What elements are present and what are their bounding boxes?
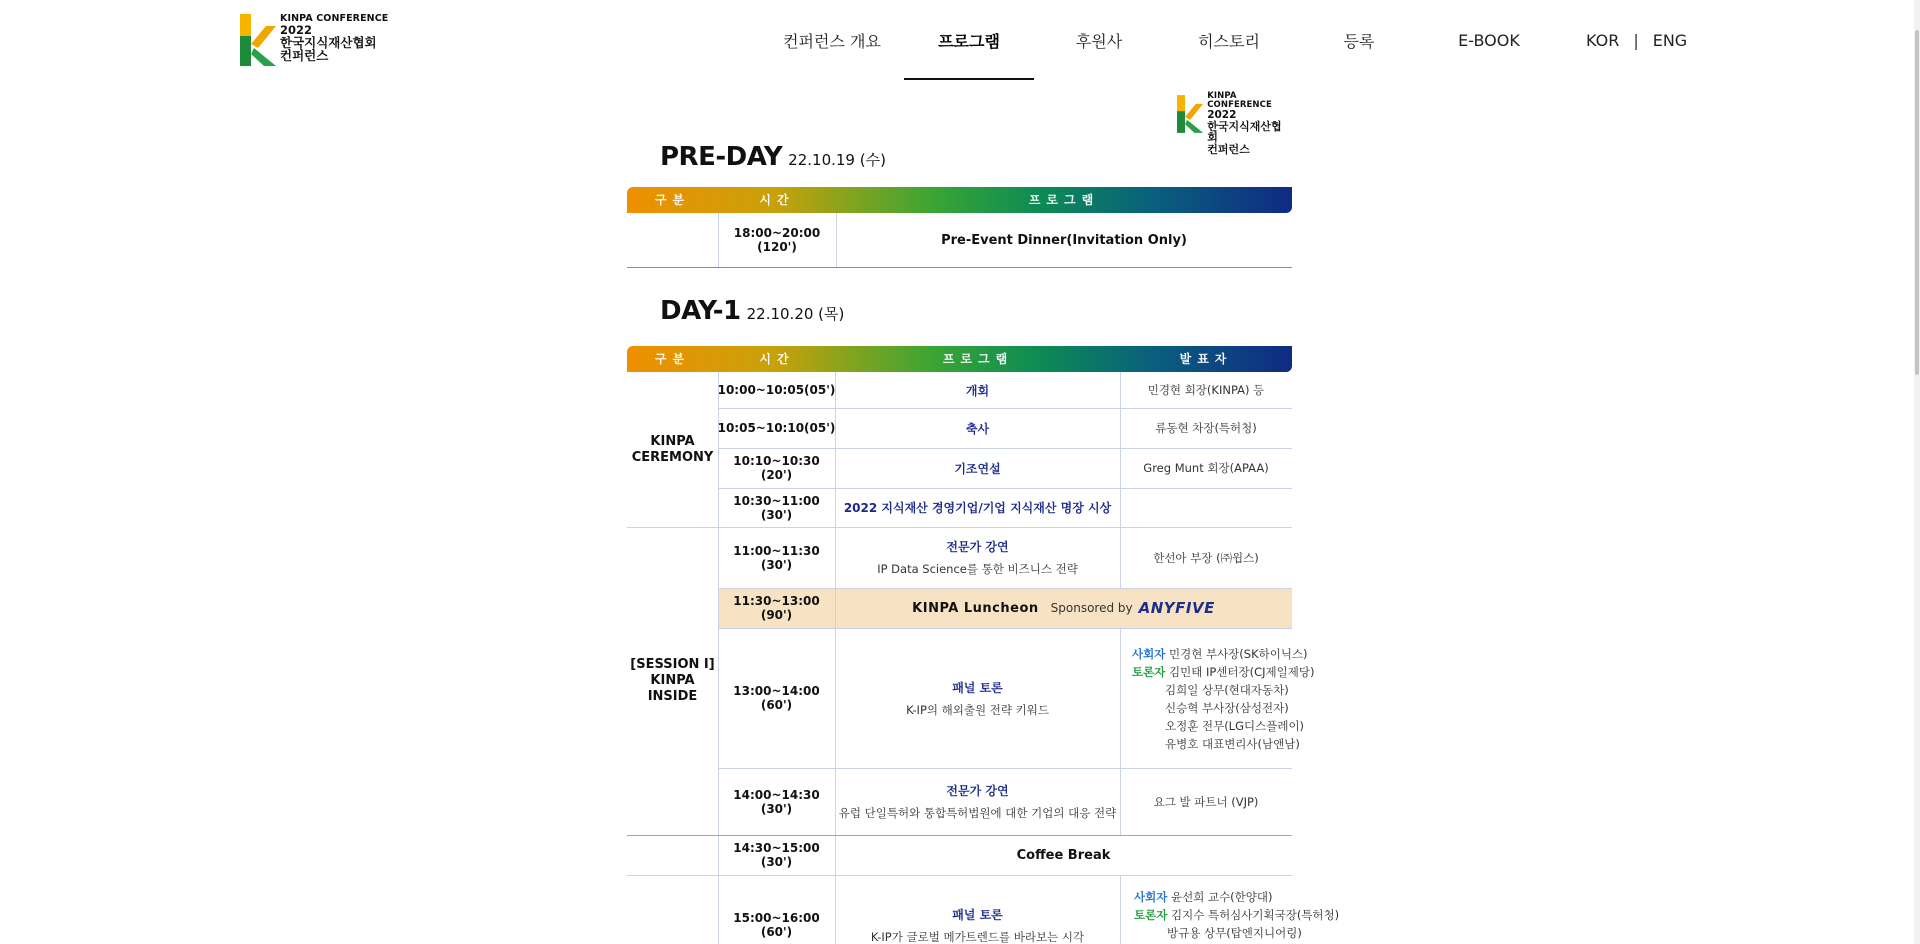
row-program: 2022 지식재산 경영기업/기업 지식재산 명장 시상 (843, 501, 1112, 515)
program-subtitle: 유럽 단일특허와 통합특허법원에 대한 기업의 대응 전략 (838, 806, 1117, 820)
lang-kor[interactable]: KOR (1586, 30, 1620, 50)
panel-entry (1132, 645, 1314, 663)
main-nav (760, 0, 1554, 80)
sponsor-logo: ANYFIVE (1138, 599, 1215, 617)
group-kinpa-ceremony: KINPA CEREMONY (631, 433, 714, 465)
day1-title: DAY-1 (660, 296, 741, 326)
program-title: 전문가 강연 (946, 784, 1009, 798)
panelist-name: 김희일 상무(현대자동차) (1165, 683, 1289, 697)
sponsored-by-label: Sponsored by (1050, 601, 1133, 615)
row-time: 14:00~14:30 (30') (733, 787, 820, 816)
row-program: 개회 (965, 383, 990, 398)
row-time: 13:00~14:00 (60') (733, 684, 820, 712)
logo-line4: 컨퍼런스 (280, 48, 329, 64)
panelist-name: 유병호 대표변리사(남앤남) (1165, 737, 1300, 751)
row-time: 15:00~16:00 (60') (733, 911, 820, 939)
panelist-name: 신승혁 부사장(삼성전자) (1165, 701, 1289, 715)
panel-entry (1132, 717, 1314, 735)
luncheon-label: KINPA Luncheon (912, 600, 1039, 616)
panel-entry (1134, 888, 1339, 906)
preday-table-header (627, 187, 1292, 213)
preday-time: 18:00~20:00 (120') (733, 226, 821, 254)
panelist-name: 민경현 부사장(SK하이닉스) (1168, 647, 1308, 661)
lang-separator: | (1633, 30, 1639, 50)
panel-speakers (1134, 888, 1339, 942)
divider (627, 267, 1292, 268)
nav-program[interactable]: 프로그램 (904, 0, 1034, 80)
logo-line2: 2022 (280, 22, 313, 37)
program-title: 패널 토론 (952, 680, 1003, 695)
role-discussant: 토론자 (1134, 908, 1168, 922)
luncheon-program (835, 588, 1292, 628)
program-title: 패널 토론 (952, 907, 1003, 922)
row-speaker: 한선아 부장 (㈜윕스) (1153, 550, 1259, 565)
scrollbar-thumb[interactable] (1915, 30, 1919, 375)
panel-entry (1134, 906, 1339, 924)
conf-logo-text (1207, 92, 1292, 156)
day1-head-speaker: 발표자 (1179, 352, 1233, 366)
row-speaker: 류동현 차장(특허청) (1155, 421, 1257, 435)
row-program (835, 527, 1120, 588)
role-moderator: 사회자 (1134, 890, 1168, 904)
row-time: 10:30~11:00 (30') (733, 493, 820, 522)
row-time: 11:30~13:00 (90') (733, 594, 820, 622)
nav-sponsors[interactable]: 후원사 (1075, 31, 1123, 51)
day1-head-program: 프로그램 (942, 352, 1014, 366)
lang-eng[interactable]: ENG (1652, 30, 1688, 50)
page-scrollbar[interactable] (1914, 0, 1920, 944)
preday-head-time: 시간 (759, 193, 795, 207)
site-header (0, 0, 1920, 80)
panelist-name: 윤선희 교수(한양대) (1170, 890, 1273, 904)
row-speaker: 민경현 회장(KINPA) 등 (1147, 383, 1265, 397)
row-program (835, 628, 1120, 768)
panelist-name: 김지수 특허심사기획국장(특허청) (1170, 908, 1340, 922)
preday-heading (660, 142, 886, 172)
program-title: 전문가 강연 (946, 540, 1009, 554)
conf-logo-line4: 컨퍼런스 (1207, 142, 1250, 156)
kinpa-k-logo-icon (1177, 92, 1203, 136)
conference-logo (1177, 92, 1292, 156)
kinpa-k-logo-icon (240, 14, 276, 66)
row-time: 10:10~10:30 (20') (733, 454, 820, 482)
preday-date: 22.10.19 (수) (788, 151, 886, 169)
program-subtitle: K-IP의 해외출원 전략 키워드 (906, 702, 1049, 717)
logo-text (280, 14, 388, 62)
preday-title: PRE-DAY (660, 142, 783, 172)
nav-history[interactable]: 히스토리 (1198, 31, 1260, 51)
panel-entry (1132, 663, 1314, 681)
day1-head-category: 구분 (654, 352, 691, 366)
panel-entry (1134, 924, 1339, 942)
day1-date: 22.10.20 (목) (746, 305, 845, 323)
day1-heading (660, 296, 844, 326)
panel-entry (1132, 735, 1314, 753)
panel-speakers (1132, 645, 1314, 753)
nav-register[interactable]: 등록 (1343, 31, 1375, 51)
row-speaker: 요그 발 파트너 (VJP) (1153, 794, 1259, 809)
preday-head-program: 프로그램 (1028, 193, 1100, 207)
group-session1-kinpa-inside: [SESSION I] KINPA INSIDE (630, 657, 715, 704)
divider (1120, 875, 1121, 944)
row-speaker (1120, 488, 1292, 527)
row-time: 11:00~11:30 (30') (733, 543, 820, 572)
role-moderator: 사회자 (1132, 647, 1166, 661)
conf-logo-line3: 한국지식재산협회 (1207, 119, 1282, 145)
panel-entry (1132, 699, 1314, 717)
role-discussant: 토론자 (1132, 665, 1166, 679)
row-speaker: Greg Munt 회장(APAA) (1143, 461, 1269, 475)
row-program: 기조연설 (954, 461, 1001, 476)
language-switch (1586, 0, 1687, 80)
program-subtitle: IP Data Science를 통한 비즈니스 전략 (877, 562, 1078, 576)
logo-line3: 한국지식재산협회 (280, 35, 377, 51)
panelist-name: 방규용 상무(탑엔지니어링) (1167, 926, 1302, 940)
day1-table-header (627, 346, 1292, 372)
row-program: 축사 (965, 421, 990, 436)
day1-head-time: 시간 (759, 352, 795, 366)
row-time: 10:00~10:05(05') (717, 383, 836, 397)
conf-logo-line1: KINPA CONFERENCE (1207, 91, 1272, 110)
nav-overview[interactable]: 컨퍼런스 개요 (783, 31, 881, 51)
coffee-break: Coffee Break (1016, 847, 1111, 863)
preday-program: Pre-Event Dinner(Invitation Only) (941, 232, 1187, 248)
panelist-name: 김민태 IP센터장(CJ제일제당) (1168, 665, 1315, 679)
row-time: 14:30~15:00 (30') (733, 841, 820, 869)
program-subtitle: K-IP가 글로벌 메가트렌드를 바라보는 시각 (870, 929, 1085, 944)
conf-logo-line2: 2022 (1207, 108, 1237, 121)
logo-line1: KINPA CONFERENCE (280, 13, 389, 24)
row-program (835, 768, 1120, 835)
panel-entry (1132, 681, 1314, 699)
site-logo[interactable] (240, 14, 388, 66)
nav-ebook[interactable]: E-BOOK (1458, 30, 1520, 50)
row-time: 10:05~10:10(05') (717, 421, 836, 435)
row-program (835, 875, 1120, 944)
preday-head-category: 구분 (654, 193, 691, 207)
panelist-name: 오정훈 전무(LG디스플레이) (1165, 719, 1305, 733)
